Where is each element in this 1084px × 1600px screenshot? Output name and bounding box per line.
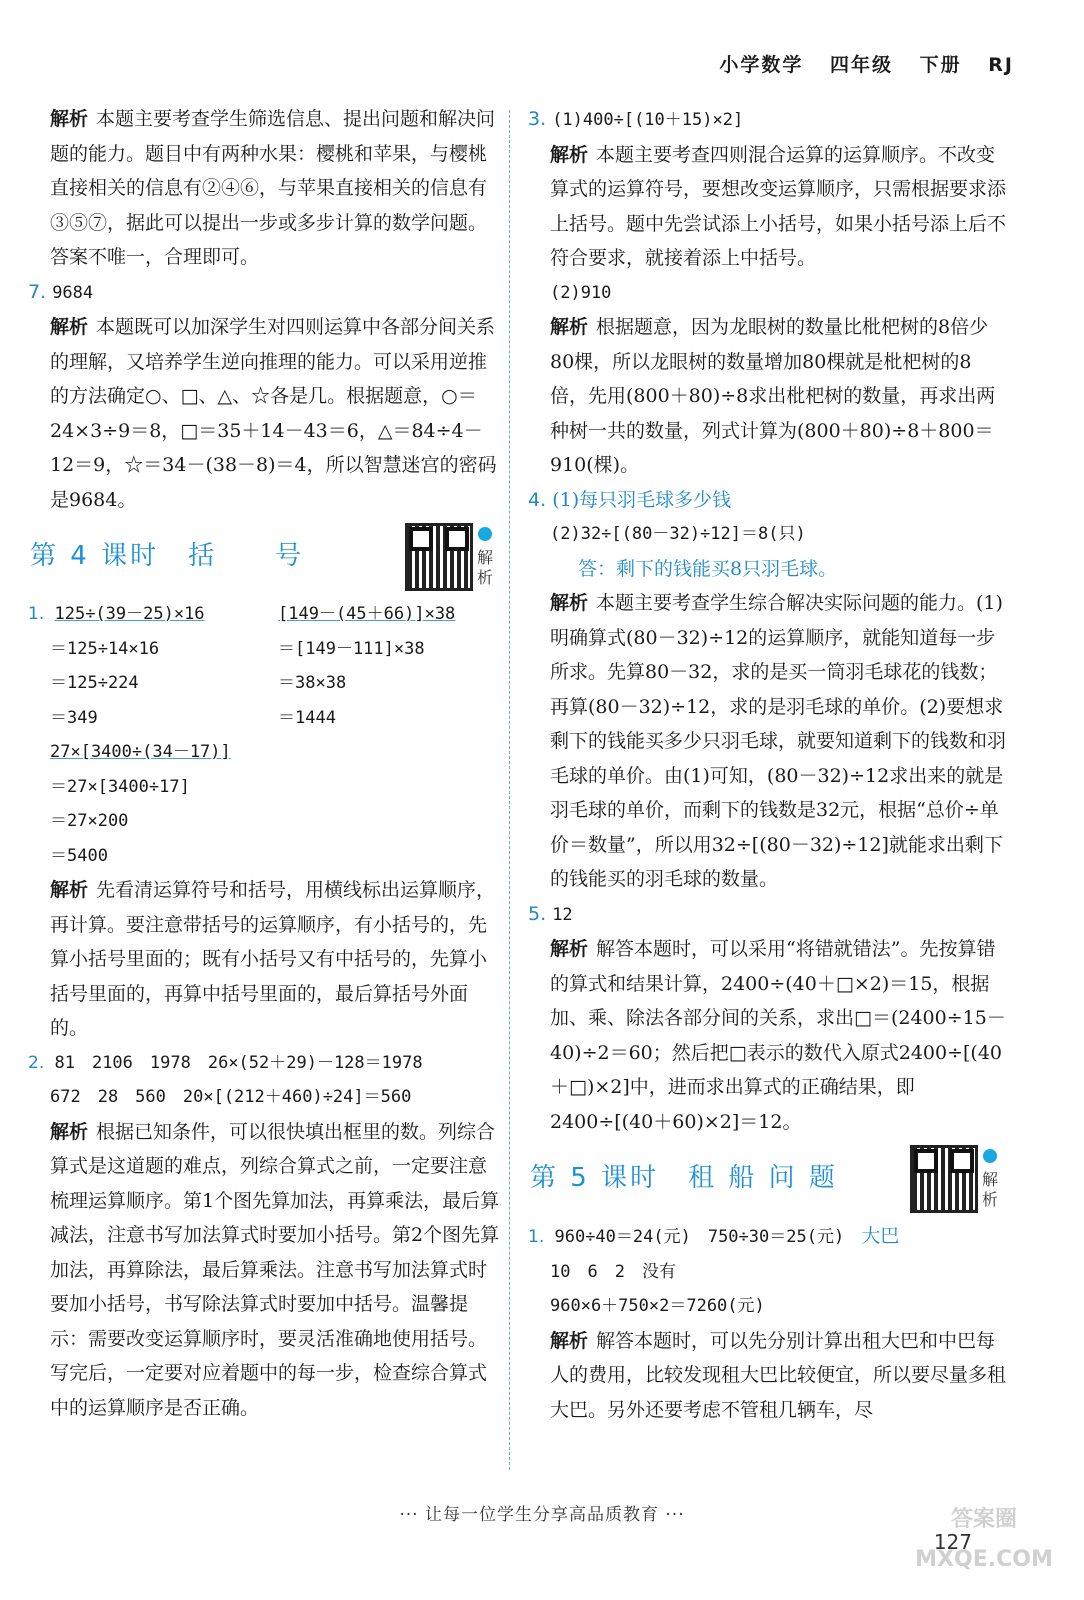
- q4-answer-2: (2)32÷[(80－32)÷12]＝8(只): [550, 524, 806, 544]
- q5-explanation: 解析 解答本题时，可以采用“将错就错法”。先按算错的算式和结果计算，2400÷(40＋□×2)＝15，根据加、乘、除法各部分间的关系，求出□＝(2400÷15－40)÷2＝60；然后把□表示的数代入原式2400÷[(40＋□)×2]中，进而求出算式的正确结果，即2400÷[(40＋60)×2]＝12。: [550, 938, 1006, 1133]
- jiexi-badge: 解析: [475, 527, 495, 588]
- q4-explanation: 解析 本题主要考查学生综合解决实际问题的能力。(1)明确算式(80－32)÷12的运算顺序，就能知道每一步所求。先算80－32，求的是买一筒羽毛球花的钱数；再算(80－32)÷12，求的是羽毛球的单价。(2)要想求剩下的钱能买多少只羽毛球，就要知道剩下的钱数和羽毛球的单价。由(1)可知，(80－32)÷12求出来的就是羽毛球的单价，而剩下的钱数是32元，根据“总价÷单价＝数量”，所以用32÷[(80－32)÷12]就能求出剩下的钱能买的羽毛球的数量。: [550, 592, 1007, 890]
- q1-explanation: 解析 先看清运算符号和括号，用横线标出运算顺序，再计算。要注意带括号的运算顺序，有小括号的，先算小括号里面的；既有小括号又有中括号的，先算小括号里面的，再算中括号里面的，最后算括号外面的。: [50, 879, 496, 1039]
- watermark: 答案圈 MXQE.COM: [915, 1507, 1053, 1572]
- header-grade: 四年级: [830, 54, 894, 76]
- right-column: [528, 102, 1008, 1427]
- q2-explanation: 解析 根据已知条件，可以很快填出框里的数。列综合算式是这道题的难点，列综合算式之前，一定要注意梳理运算顺序。第1个图先算加法，再算乘法，最后算减法，注意书写加法算式时要加小括号。第2个图先算加法，再算除法，最后算乘法。注意书写加法算式时要加小括号，书写除法算式时要加中括号。温馨提示：需要改变运算顺序时，要灵活准确地使用括号。写完后，一定要对应着题中的每一步，检查综合算式中的运算顺序是否正确。: [50, 1120, 500, 1419]
- q1-calculations: [28, 597, 503, 873]
- calc-c: 27×[3400÷(34－17)] ＝27×[3400÷17] ＝27×200 ＝5400: [50, 742, 231, 866]
- calc-b: [149－(45＋66)]×38 ＝[149－111]×38 ＝38×38 ＝1444: [278, 604, 456, 728]
- q5-answer: 5. 12: [528, 902, 573, 925]
- section-4-heading: [28, 523, 503, 595]
- play-icon: [478, 527, 492, 541]
- q6-explanation: 解析 本题主要考查学生筛选信息、提出问题和解决问题的能力。题目中有两种水果：樱桃和苹果，与樱桃直接相关的信息有②④⑥，与苹果直接相关的信息有③⑤⑦，据此可以提出一步或多步计算的数学问题。答案不唯一，合理即可。: [50, 108, 496, 268]
- page-footer: ··· 让每一位学生分享高品质教育 ···: [399, 1505, 685, 1525]
- q3-answer-1: 3. (1)400÷[(10＋15)×2]: [528, 108, 744, 130]
- q4-answer-1: 4. (1)每只羽毛球多少钱: [528, 488, 732, 511]
- header-volume: 下册: [919, 54, 962, 76]
- page-header: [701, 50, 1014, 77]
- r1-explanation: 解析 解答本题时，可以先分别计算出租大巴和中巴每人的费用，比较发现租大巴比较便宜，所以要尽量多租大巴。另外还要考虑不管租几辆车，尽: [550, 1329, 1007, 1421]
- qr-code-icon[interactable]: [405, 523, 473, 591]
- q3-explanation-1: 解析 本题主要考查四则混合运算的运算顺序。不改变算式的运算符号，要想改变运算顺序，只需根据要求添上括号。题中先尝试添上小括号，如果小括号添上后不符合要求，就接着添上中括号。: [550, 143, 1007, 269]
- r1-answers: 1. 960÷40＝24(元) 750÷30＝25(元) 大巴 10 6 2 没有 960×6＋750×2＝7260(元): [528, 1225, 900, 1316]
- q7-answer: 7. 9684: [28, 280, 94, 303]
- section-5-title: 第 5 课时 租 船 问 题: [530, 1163, 838, 1193]
- q4-final-answer: 答：剩下的钱能买8只羽毛球。: [578, 557, 838, 580]
- section-5-heading: [528, 1145, 1008, 1217]
- page-number: 127: [933, 1530, 972, 1554]
- q7-explanation: 解析 本题既可以加深学生对四则运算中各部分间关系的理解，又培养学生逆向推理的能力。可以采用逆推的方法确定○、□、△、☆各是几。根据题意，○＝24×3÷9＝8，□＝35＋14－43＝6，△＝84÷4－12＝9，☆＝34－(38－8)＝4，所以智慧迷宫的密码是9684。: [50, 316, 497, 511]
- play-icon: [983, 1149, 997, 1163]
- header-edition: RJ: [988, 54, 1014, 76]
- jiexi-badge: 解析: [980, 1149, 1000, 1210]
- calc-a: 1. 125÷(39－25)×16 ＝125÷14×16 ＝125÷224 ＝349: [28, 604, 205, 728]
- q3-explanation-2: 解析 根据题意，因为龙眼树的数量比枇杷树的8倍少80棵，所以龙眼树的数量增加80棵就是枇杷树的8倍，先用(800＋80)÷8求出枇杷树的数量，再求出两种树一共的数量，列式计算为(800＋80)÷8＋800＝910(棵)。: [550, 316, 996, 476]
- left-column: [28, 102, 503, 1425]
- qr-code-icon[interactable]: [910, 1145, 978, 1213]
- column-divider: [509, 110, 510, 1470]
- header-subject: 小学数学: [719, 54, 804, 76]
- q2-answers: 2. 81 2106 1978 26×(52＋29)－128＝1978 672 28 560 20×[(212＋460)÷24]＝560: [28, 1052, 423, 1107]
- section-4-title: 第 4 课时 括 号: [30, 541, 305, 571]
- q3-answer-2: (2)910: [550, 282, 612, 303]
